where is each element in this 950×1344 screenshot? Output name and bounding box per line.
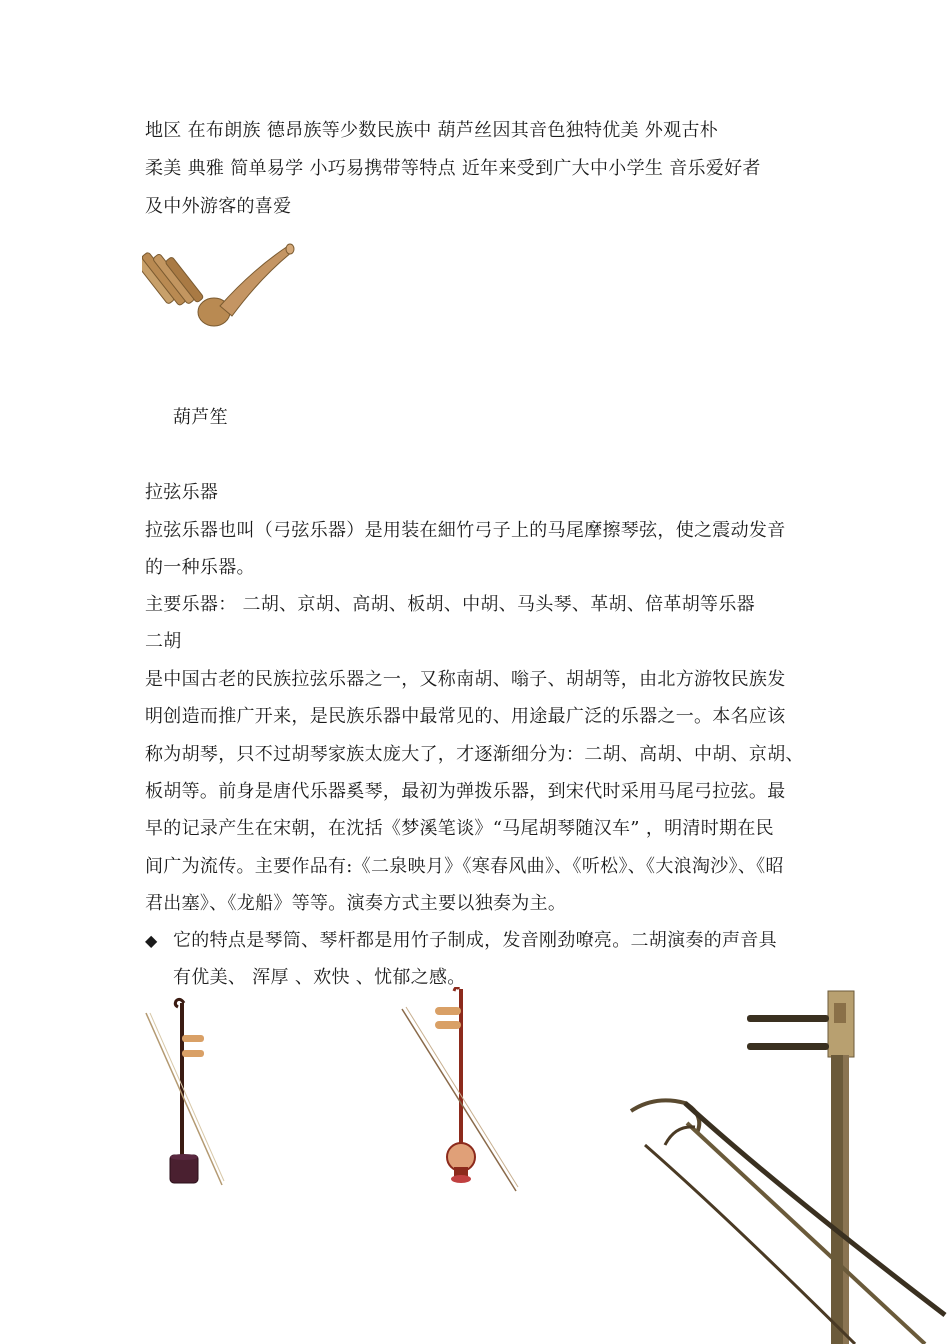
erhu-line-1: 是中国古老的民族拉弦乐器之一，又称南胡、嗡子、胡胡等，由北方游牧民族发 [145, 669, 786, 690]
erhu-line-4: 板胡等。前身是唐代乐器奚琴，最初为弹拨乐器，到宋代时采用马尾弓拉弦。最 [145, 781, 786, 802]
section-heading: 拉弦乐器 [145, 482, 219, 503]
definition-line-1: 拉弦乐器也叫（弓弦乐器）是用装在細竹弓子上的马尾摩擦琴弦，使之震动发音 [145, 520, 786, 541]
erhu-closeup-image [625, 985, 950, 1344]
erhu-line-5: 早的记录产生在宋朝，在沈括《梦溪笔谈》“马尾胡琴随汉车” ，明清时期在民 [145, 818, 774, 839]
hulusheng-caption: 葫芦笙 [173, 407, 228, 428]
erhu-line-2: 明创造而推广开来，是民族乐器中最常见的、用途最广泛的乐器之一。本名应该 [145, 706, 786, 727]
erhu-image-2 [398, 987, 523, 1195]
bullet-line-2: 有优美、 浑厚 、欢快 、忧郁之感。 [173, 967, 466, 988]
hulusheng-image [142, 240, 297, 335]
erhu-line-3: 称为胡琴，只不过胡琴家族太庞大了，才逐渐细分为：二胡、高胡、中胡、京胡、 [145, 744, 804, 765]
intro-line-2: 柔美 典雅 简单易学 小巧易携带等特点 近年来受到广大中小学生 音乐爱好者 [145, 158, 761, 179]
bullet-line-1: 它的特点是琴筒、琴杆都是用竹子制成，发音刚劲嘹亮。二胡演奏的声音具 [173, 930, 777, 951]
erhu-image-1 [142, 995, 232, 1190]
diamond-bullet-icon: ◆ [145, 931, 158, 950]
erhu-heading: 二胡 [145, 631, 182, 652]
definition-line-2: 的一种乐器。 [145, 557, 255, 578]
intro-line-3: 及中外游客的喜爱 [145, 196, 292, 217]
main-instruments: 主要乐器： 二胡、京胡、高胡、板胡、中胡、马头琴、革胡、倍革胡等乐器 [145, 594, 755, 615]
erhu-line-6: 间广为流传。主要作品有:《二泉映月》《寒春风曲》、《听松》、《大浪淘沙》、《昭 [145, 856, 784, 877]
intro-line-1: 地区 在布朗族 德昂族等少数民族中 葫芦丝因其音色独特优美 外观古朴 [145, 120, 719, 141]
erhu-line-7: 君出塞》、《龙船》等等。演奏方式主要以独奏为主。 [145, 893, 567, 914]
